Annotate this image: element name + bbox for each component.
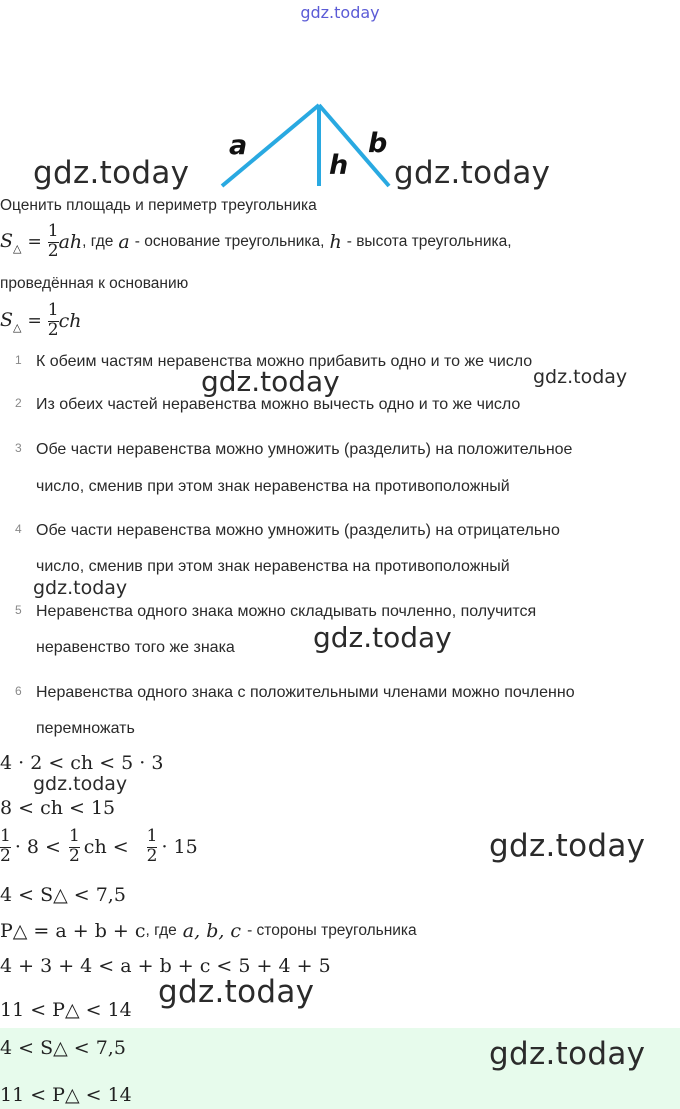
step-5: 4 + 3 + 4 < a + b + c < 5 + 4 + 5	[0, 955, 331, 977]
watermark: gdz.today	[533, 366, 628, 388]
answer-line-area: 4 < S△ < 7,5	[0, 1037, 126, 1059]
watermark: gdz.today	[33, 773, 128, 795]
height-text: - высота треугольника,	[346, 233, 512, 250]
half-fraction: $\frac{1}{2}$	[0, 825, 11, 866]
site-logo[interactable]: gdz.today	[300, 3, 380, 22]
half-fraction: $\frac{1}{2}$	[47, 220, 59, 261]
watermark: gdz.today	[489, 828, 646, 864]
var-h: h	[329, 231, 342, 253]
watermark: gdz.today	[158, 974, 315, 1010]
watermark: gdz.today	[313, 621, 452, 654]
watermark: gdz.today	[33, 155, 190, 191]
watermark: gdz.today	[489, 1036, 646, 1072]
equals-sign: =	[27, 232, 42, 252]
area-rhs: ch	[58, 310, 82, 332]
var-a: a	[118, 231, 130, 253]
area-lhs: $S_\triangle$	[0, 308, 22, 334]
answer-line-perimeter: 11 < P△ < 14	[0, 1084, 132, 1106]
task-title: Оценить площадь и периметр треугольника	[0, 197, 317, 214]
watermark: gdz.today	[394, 155, 551, 191]
half-fraction: $\frac{1}{2}$	[47, 299, 59, 340]
watermark: gdz.today	[33, 577, 128, 599]
equals-sign: =	[27, 311, 42, 331]
label-b: b	[368, 128, 388, 159]
height-text-cont: проведённая к основанию	[0, 275, 189, 292]
area-lhs: $S_\triangle$	[0, 229, 22, 255]
step-4: 4 < S△ < 7,5	[0, 884, 126, 906]
where-text: , где	[82, 233, 114, 250]
label-h: h	[329, 150, 349, 181]
half-fraction: $\frac{1}{2}$	[146, 825, 158, 866]
step-2: 8 < ch < 15	[0, 797, 116, 819]
step-3: $\frac{1}{2}$ · 8 < $\frac{1}{2}$ ch < $\frac{1}{2}$ · 15	[0, 825, 198, 866]
answer-box	[0, 1028, 680, 1109]
step-1: 4 · 2 < ch < 5 · 3	[0, 752, 164, 774]
area-formula-2	[0, 299, 81, 343]
step-6: 11 < P△ < 14	[0, 999, 132, 1021]
area-rhs: ah	[58, 231, 83, 253]
label-a: a	[229, 130, 248, 161]
base-text: - основание треугольника,	[134, 233, 325, 250]
half-fraction: $\frac{1}{2}$	[68, 825, 80, 866]
watermark: gdz.today	[201, 365, 340, 398]
perimeter-formula: P△ = a + b + c , где a, b, c - стороны треугольника	[0, 920, 417, 942]
area-formula	[0, 220, 512, 264]
